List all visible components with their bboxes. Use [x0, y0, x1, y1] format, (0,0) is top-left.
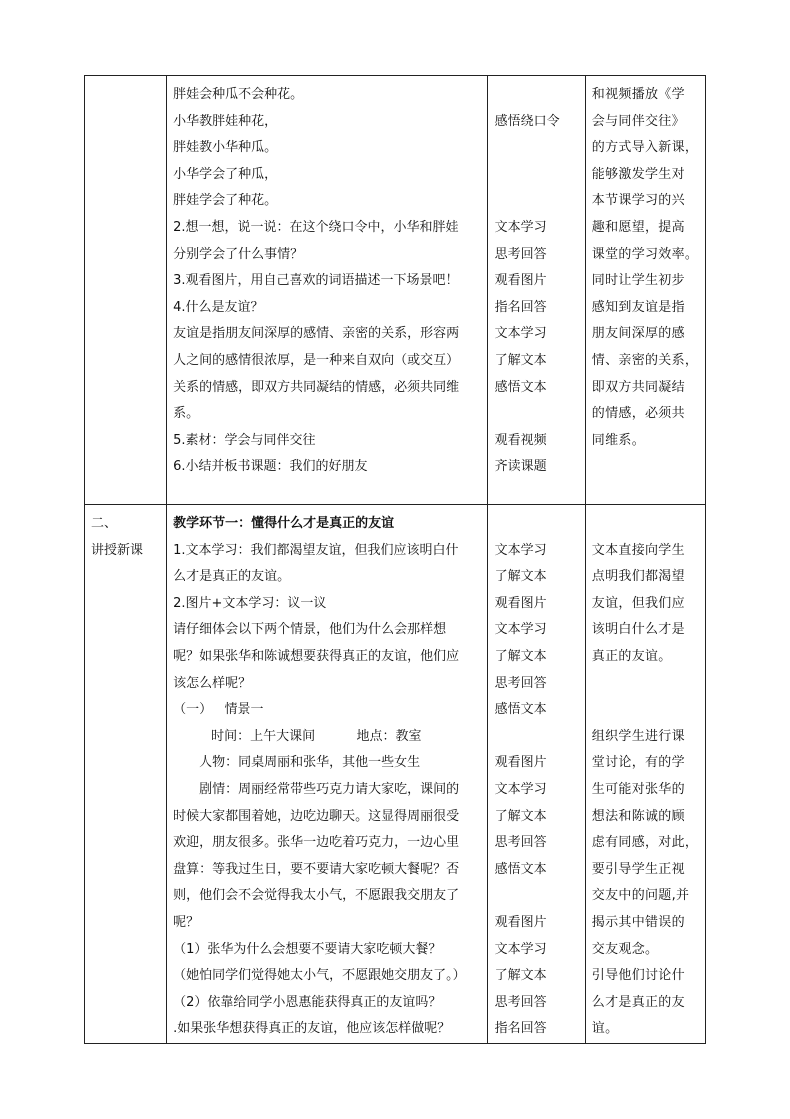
content-cell [167, 505, 488, 1044]
content-line: 关系的情感，即双方共同凝结的情感，必须共同维 [173, 379, 460, 395]
activity-line: 文本学习 [494, 622, 547, 638]
intent-line: 趣和愿望，提高 [591, 219, 685, 235]
scene-time-place: 时间：上午大课间 地点：教室 [211, 728, 422, 744]
content-line: 2.想一想，说一说：在这个绕口令中，小华和胖娃 [173, 219, 459, 235]
scene-people: 人物：同桌周丽和张华，其他一些女生 [199, 755, 421, 771]
table-row [85, 76, 706, 505]
stage-title: 讲授新课 [91, 542, 144, 558]
intent-cell [585, 505, 705, 1044]
intent-line [592, 671, 699, 698]
activity-line: 了解文本 [494, 352, 547, 368]
intent-line: 的方式导入新课， [591, 140, 699, 156]
intent-line: 么才是真正的友 [591, 994, 685, 1010]
scene-plot-line: 欢迎，朋友很多。张华一边吃着巧克力，一边心里 [173, 835, 460, 851]
intent-line: 谊。 [591, 1021, 619, 1037]
activity-line: 思考回答 [494, 835, 547, 851]
intent-line: 能够激发学生对 [591, 166, 685, 182]
content-line: 小华学会了种瓜， [173, 166, 278, 182]
answer-line: （她怕同学们觉得她太小气，不愿跟她交朋友了。） [173, 968, 466, 984]
stage-cell [85, 505, 167, 1044]
intent-line: 交友观念。 [591, 941, 659, 957]
activity-cell [487, 76, 585, 505]
activity-line: 感悟绕口令 [494, 113, 560, 129]
intent-line: 课堂的学习效率。 [591, 246, 699, 262]
activity-line: 了解文本 [494, 569, 547, 585]
intent-line: 同维系。 [591, 432, 645, 448]
activity-line: 思考回答 [494, 675, 547, 691]
intent-line: 感知到友谊是指 [591, 299, 685, 315]
content-line: 友谊是指朋友间深厚的感情、亲密的关系，形容两 [173, 326, 460, 342]
content-line: 么才是真正的友谊。 [173, 569, 291, 585]
activity-line: 文本学习 [494, 326, 547, 342]
content-line: 胖娃会种瓜不会种花。 [173, 87, 304, 102]
activity-cell [487, 505, 585, 1044]
activity-line [495, 724, 581, 751]
activity-line [495, 511, 581, 538]
activity-line: 了解文本 [494, 808, 547, 824]
intent-line: 文本直接向学生 [591, 542, 685, 558]
content-line: 2.图片+文本学习：议一议 [173, 595, 327, 611]
activity-line: 感悟文本 [494, 861, 547, 877]
content-cell [167, 76, 488, 505]
question-line: （2）依靠给同学小恩惠能获得真正的友谊吗？ [173, 994, 442, 1010]
activity-line: 观看图片 [494, 914, 547, 930]
scene-plot-line: 剧情：周丽经常带些巧克力请大家吃，课间的 [199, 781, 460, 797]
activity-line: 文本学习 [494, 781, 547, 797]
activity-line: 观看视频 [494, 432, 547, 448]
activity-line [495, 401, 581, 428]
activity-line: 文本学习 [494, 542, 547, 558]
content-line: 胖娃学会了种花。 [173, 193, 278, 209]
intent-line: 点明我们都渴望 [591, 569, 685, 585]
scene-plot-line: 则，他们会不会觉得我太小气，不愿跟我交朋友了 [173, 888, 460, 904]
content-line: 4.什么是友谊？ [173, 299, 264, 315]
table-row [85, 505, 706, 1044]
activity-line [495, 135, 581, 162]
question-line: .如果张华想获得真正的友谊，他应该怎样做呢？ [173, 1021, 451, 1037]
intent-line: 和视频播放《学 [591, 87, 685, 102]
activity-line: 了解文本 [494, 968, 547, 984]
activity-line: 了解文本 [494, 648, 547, 664]
section-heading: 教学环节一：懂得什么才是真正的友谊 [173, 516, 395, 531]
content-line: 人之间的感情很浓厚，是一种来自双向（或交互） [173, 352, 460, 368]
intent-line: 虑有同感，对此， [591, 835, 699, 851]
content-line: 该怎么样呢？ [173, 675, 252, 691]
content-line: 系。 [173, 406, 200, 422]
activity-line: 齐读课题 [494, 459, 547, 475]
activity-line: 文本学习 [494, 941, 547, 957]
content-line: 1.文本学习：我们都渴望友谊，但我们应该明白什 [173, 542, 459, 558]
intent-line: 朋友间深厚的感 [591, 326, 685, 342]
intent-line: 会与同伴交往》 [591, 113, 685, 129]
content-line: 3.观看图片，用自己喜欢的词语描述一下场景吧！ [173, 273, 459, 289]
intent-line: 的情感，必须共 [591, 406, 685, 422]
activity-line: 指名回答 [494, 299, 547, 315]
intent-line: 同时让学生初步 [591, 273, 685, 289]
intent-line [592, 697, 699, 724]
intent-cell [585, 76, 705, 505]
intent-line: 本节课学习的兴 [591, 193, 685, 209]
activity-line: 感悟文本 [494, 379, 547, 395]
intent-line: 想法和陈诚的顾 [591, 808, 685, 824]
content-line: 胖娃教小华种瓜。 [173, 140, 278, 156]
intent-line: 友谊，但我们应 [591, 595, 685, 611]
activity-line: 文本学习 [494, 219, 547, 235]
lesson-plan-table [84, 75, 706, 1044]
intent-line: 该明白什么才是 [591, 622, 685, 638]
intent-line: 生可能对张华的 [591, 781, 685, 797]
content-line: 6.小结并板书课题：我们的好朋友 [173, 459, 368, 475]
activity-line: 观看图片 [494, 755, 547, 771]
content-line: 5.素材：学会与同伴交往 [173, 432, 316, 448]
activity-line: 指名回答 [494, 1021, 547, 1037]
intent-line: 揭示其中错误的 [591, 914, 685, 930]
activity-line [495, 82, 581, 109]
scene-title: （一） 情景一 [173, 702, 264, 718]
scene-plot-line: 呢？ [173, 914, 200, 930]
intent-line: 组织学生进行课 [591, 728, 685, 744]
intent-line: 交友中的问题,并 [591, 888, 690, 904]
intent-line: 堂讨论，有的学 [591, 755, 685, 771]
activity-line [495, 162, 581, 189]
intent-line: 即双方共同凝结 [591, 379, 685, 395]
stage-number: 二、 [91, 516, 118, 531]
activity-line: 观看图片 [494, 273, 547, 289]
stage-cell [85, 76, 167, 505]
content-line: 小华教胖娃种花， [173, 113, 278, 129]
intent-line: 引导他们讨论什 [591, 968, 685, 984]
activity-line: 思考回答 [494, 246, 547, 262]
activity-line: 思考回答 [494, 994, 547, 1010]
content-line: 分别学会了什么事情？ [173, 246, 304, 262]
scene-plot-line: 时候大家都围着她，边吃边聊天。这显得周丽很受 [173, 808, 460, 824]
question-line: （1）张华为什么会想要不要请大家吃顿大餐？ [173, 941, 442, 957]
intent-line: 要引导学生正视 [591, 861, 685, 877]
activity-line: 观看图片 [494, 595, 547, 611]
activity-line [495, 188, 581, 215]
content-line: 请仔细体会以下两个情景，他们为什么会那样想 [173, 622, 447, 638]
intent-line: 情、亲密的关系， [591, 352, 699, 368]
content-line: 呢？如果张华和陈诚想要获得真正的友谊，他们应 [173, 648, 460, 664]
intent-line: 真正的友谊。 [591, 648, 672, 664]
intent-line [592, 511, 699, 538]
activity-line: 感悟文本 [494, 702, 547, 718]
activity-line [495, 883, 581, 910]
scene-plot-line: 盘算：等我过生日，要不要请大家吃顿大餐呢？否 [173, 861, 460, 877]
